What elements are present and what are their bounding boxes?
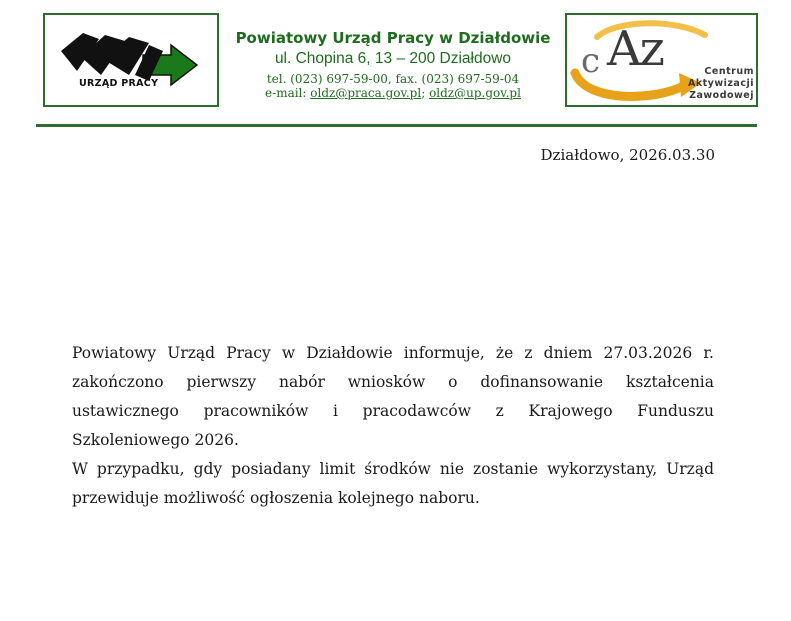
urzad-pracy-logo-label: URZĄD PRACY [79, 78, 159, 89]
office-name: Powiatowy Urząd Pracy w Działdowie [235, 29, 551, 47]
caz-label-line-1: Centrum [704, 66, 754, 77]
office-phone: tel. (023) 697-59-00, fax. (023) 697-59-04 [266, 71, 520, 86]
urzad-pracy-logo [43, 13, 219, 107]
header-divider [36, 124, 757, 127]
email-separator: ; [421, 85, 430, 100]
email-link-up[interactable]: oldz@up.gov.pl [429, 85, 521, 100]
email-link-praca[interactable]: oldz@praca.gov.pl [310, 85, 422, 100]
caz-letter-c: c [581, 41, 601, 81]
letterhead [228, 29, 558, 100]
caz-logo [565, 13, 758, 107]
caz-label-line-3: Zawodowej [689, 90, 754, 101]
document-body [72, 339, 714, 513]
urzad-pracy-arrow-icon [45, 15, 217, 105]
paragraph-announcement: Powiatowy Urząd Pracy w Działdowie informuje, że z dniem 27.03.2026 r. zakończono pierwszy nabór wniosków o dofinansowanie kształcenia ustawicznego pracowników i pracodawców z Krajowego Funduszu Szkoleniowego 2026. [72, 344, 714, 449]
caz-label-line-2: Aktywizacji [687, 78, 754, 89]
document-date: Działdowo, 2026.03.30 [540, 146, 715, 164]
caz-label [679, 66, 754, 102]
email-prefix: e-mail: [265, 85, 311, 100]
office-email [228, 86, 558, 100]
caz-letters-az: Az [607, 21, 663, 77]
office-address: ul. Chopina 6, 13 – 200 Działdowo [274, 50, 512, 67]
paragraph-followup: W przypadku, gdy posiadany limit środków nie zostanie wykorzystany, Urząd przewiduje możliwość ogłoszenia kolejnego naboru. [72, 460, 714, 507]
